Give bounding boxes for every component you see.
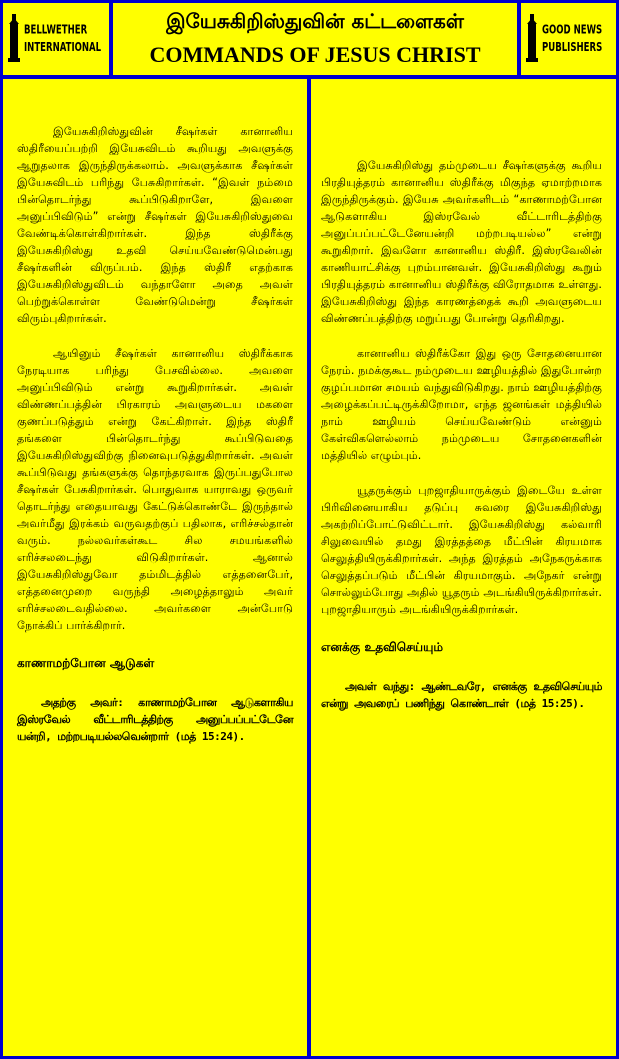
page-title-tamil: இயேசுகிறிஸ்துவின் கட்டளைகள் (166, 9, 464, 33)
bell-tower-icon (525, 12, 539, 66)
bellwether-logo (3, 3, 109, 75)
title-banner (113, 3, 517, 75)
logo-text-line-1: BELLWETHER (24, 22, 88, 38)
section-heading: எனக்கு உதவிசெய்யும் (321, 640, 444, 654)
page-title-english: COMMANDS OF JESUS CHRIST (149, 42, 481, 67)
paragraph: இயேசுகிறிஸ்துவின் சீஷர்கள் கானானிய ஸ்திரீயைப்பற்றி இயேசுவிடம் கூறியது அவளுக்கு ஆறுதலாக இருந்திருக்கலாம். அவளுக்காக சீஷர்கள் இயேசுவிடம் பரிந்து பேசுகிறார்கள். “இவள் நம்மை பின்தொடர்ந்து கூப்பிடுகிறாளே, இவளை அனுப்பிவிடும்” என்று சீஷர்கள் இயேசுகிறிஸ்துவை வேண்டிக்கொள்கிறார்கள். இந்த ஸ்திரீக்கு இயேசுகிறிஸ்து உதவி செய்யவேண்டுமென்பது சீஷர்களின் விருப்பம். இந்த ஸ்திரீ எதற்காக இயேசுகிறிஸ்துவிடம் வந்தாளோ அதை அவள் பெற்றுக்கொள்ள வேண்டுமென்று சீஷர்கள் விரும்புகிறார்கள். (17, 125, 293, 325)
verse-quote: அவள் வந்து: ஆண்டவரே, எனக்கு உதவிசெய்யும் என்று அவரைப் பணிந்து கொண்டாள் (மத் 15:25). (321, 680, 602, 710)
section-heading: காணாமற்போன ஆடுகள் (17, 656, 155, 670)
verse-quote: அதற்கு அவர்: காணாமற்போன ஆடுகளாகிய இஸ்ரவேல் வீட்டாரிடத்திற்கு அனுப்பப்பட்டேனே யன்றி, மற்றபடியல்லவென்றார் (மத் 15:24). (17, 696, 293, 743)
paragraph: கானானிய ஸ்திரீக்கோ இது ஒரு சோதனையான நேரம். நமக்குகூட நம்முடைய ஊழியத்தில் இதுபோன்ற குழப்பமான சமயம் வந்துவிடுகிறது. நாம் ஊழியத்திற்கு அழைக்கப்பட்டிருக்கிறோமா, எந்த ஜனங்கள் மத்தியில் நாம் ஊழியம் செய்யவேண்டும் என்னும் கேள்விகளெல்லாம் நம்முடைய சோதனைகளின் மத்தியில் எழும்பும். (321, 347, 602, 462)
paragraph: இயேசுகிறிஸ்து தம்முடைய சீஷர்களுக்கு கூறிய பிரதியுத்தரம் கானானிய ஸ்திரீக்கு மிகுந்த ஏமாற்றமாக இருந்திருக்கும். இயேசு அவர்களிடம் “காணாமற்போன ஆடுகளாகிய இஸ்ரவேல் வீட்டாரிடத்திற்கு அனுப்பப்பட்டேனேயன்றி மற்றபடியல்ல” என்று கூறுகிறார். இவளோ கானானிய ஸ்திரீ. இஸ்ரவேலின் காணியாட்சிக்கு புறம்பானவள். இயேசுகிறிஸ்து கூறும் பிரதியுத்தரம் கானானிய ஸ்திரீக்கு விரோதமாக உள்ளது. இயேசுகிறிஸ்து இந்த காரணத்தைக் கூறி அவளுடைய விண்ணப்பத்திற்கு மறுப்பது போன்று தெரிகிறது. (321, 159, 602, 325)
bell-tower-icon (7, 12, 21, 66)
right-column (311, 79, 616, 1056)
paragraph: யூதருக்கும் புறஜாதியாருக்கும் இடையே உள்ள பிரிவினையாகிய தடுப்பு சுவரை இயேசுகிறிஸ்து அகற்றிப்போட்டுவிட்டார். இயேசுகிறிஸ்து கல்வாரி சிலுவையில் தமது இரத்தத்தை மீட்பின் கிரயமாக செலுத்தியிருக்கிறார்கள். அந்த இரத்தம் அநேகருக்காக செலுத்தப்படும் மீட்பின் கிரயமாகும். அநேகர் என்று சொல்லும்போது அதில் யூதரும் அடங்கியிருக்கிறார்கள். புறஜாதியாரும் அடங்கியிருக்கிறார்கள். (321, 484, 602, 616)
logo-text-line-1: GOOD NEWS (542, 22, 603, 38)
left-column (3, 79, 307, 1056)
good-news-logo (521, 3, 616, 75)
paragraph: ஆயினும் சீஷர்கள் கானானிய ஸ்திரீக்காக நேரடியாக பரிந்து பேசவில்லை. அவளை அனுப்பிவிடும் என்று கூறுகிறார்கள். அவள் விண்ணப்பத்தின் பிரகாரம் அவளுடைய மகளை குணப்படுத்தும் என்று கேட்கிறாள். இந்த ஸ்திரீ தங்களை பின்தொடர்ந்து கூப்பிடுவதை இயேசுகிறிஸ்துவிற்கு நினைவுபடுத்துகிறார்கள். அவள் கூப்பிடுவது தங்களுக்கு தொந்தரவாக இருப்பதுபோல சீஷர்கள் பேசுகிறார்கள். பொதுவாக யாராவது ஒருவர் தொடர்ந்து எதையாவது கேட்டுக்கொண்டே இருந்தால் அவர்மீது இரக்கம் வருவதற்குப் பதிலாக, எரிச்சல்தான் வரும். நல்லவர்கள்கூட சில சமயங்களில் எரிச்சலடைந்து விடுகிறார்கள். ஆனால் இயேசுகிறிஸ்துவோ தம்மிடத்தில் எத்தனைபேர், எத்தனைமுறை வருந்தி அழைத்தாலும் அவர் எரிச்சலடைவதில்லை. அவர்களை அன்போடு நோக்கிப் பார்க்கிறார். (17, 347, 293, 632)
logo-text-line-2: PUBLISHERS (542, 40, 603, 56)
logo-text-line-2: INTERNATIONAL (24, 40, 102, 56)
